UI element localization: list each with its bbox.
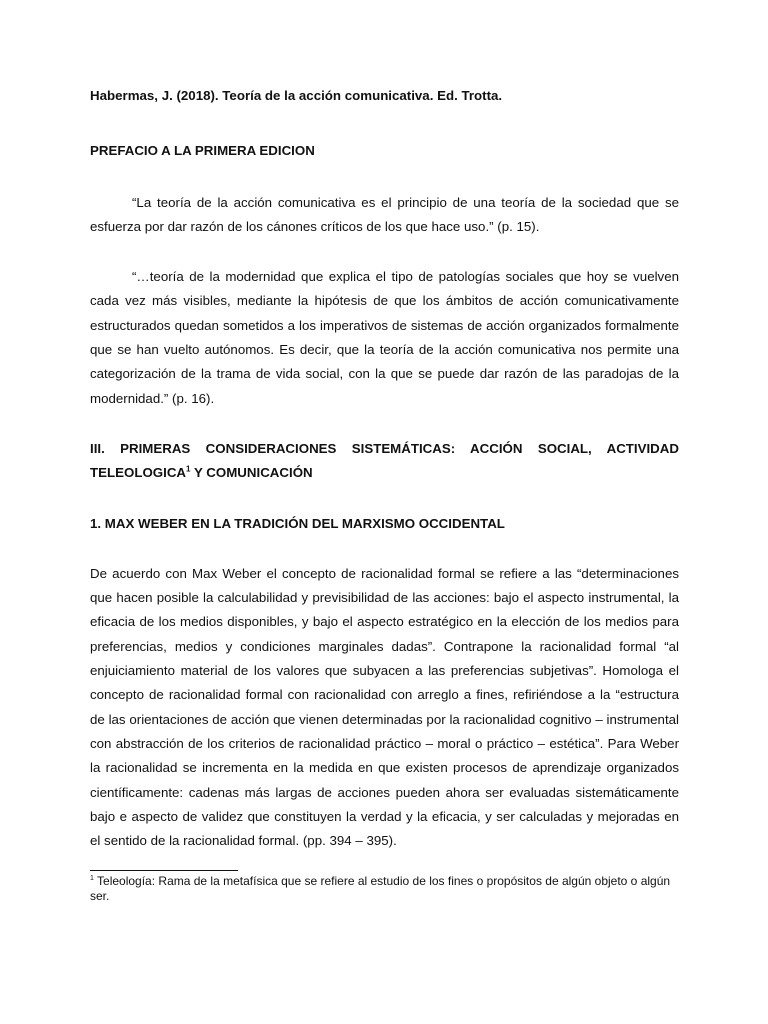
bibliographic-citation: Habermas, J. (2018). Teoría de la acción comunicativa. Ed. Trotta. <box>90 88 503 103</box>
footnote-separator <box>90 870 238 871</box>
footnote-reference[interactable]: 1 <box>186 464 191 474</box>
footnote-text: Teleología: Rama de la metafísica que se refiere al estudio de los fines o propósitos de algún objeto o algún ser. <box>90 874 671 903</box>
quote-paragraph-1: “La teoría de la acción comunicativa es el principio de una teoría de la sociedad que se esfuerza por dar razón de los cánones críticos de los que hace uso.” (p. 15). <box>90 194 679 234</box>
section-1-heading: 1. MAX WEBER EN LA TRADICIÓN DEL MARXISMO OCCIDENTAL <box>90 515 505 531</box>
document-page <box>90 84 679 853</box>
section-iii-heading-part-b: Y COMUNICACIÓN <box>190 465 313 481</box>
footnote <box>90 874 679 904</box>
body-paragraph: De acuerdo con Max Weber el concepto de racionalidad formal se refiere a las “determinaciones que hacen posible la calculabilidad y previsibilidad de las acciones: bajo el aspecto instrumental, la eficacia de los medios disponibles, y bajo el aspecto estratégico en la elección de los medios para preferencias, medios y condiciones marginales dadas”. Contrapone la racionalidad formal “al enjuiciamiento material de los valores que subyacen a las preferencias subjetivas”. Homologa el concepto de racionalidad formal con racionalidad con arreglo a fines, refiriéndose a la “estructura de las orientaciones de acción que vienen determinadas por la racionalidad cognitivo – instrumental con abstracción de los criterios de racionalidad práctico – moral o práctico – estética”. Para Weber la racionalidad se incrementa en la medida en que existen procesos de aprendizaje organizados científicamente: cadenas más largas de acciones pueden ahora ser evaluadas sistemáticamente bajo e aspecto de validez que constituyen la verdad y la eficacia, y ser calculadas y mejoradas en el sentido de la racionalidad formal. (pp. 394 – 395). <box>90 565 679 849</box>
section-iii-heading <box>90 437 679 486</box>
preface-heading: PREFACIO A LA PRIMERA EDICION <box>90 143 315 159</box>
quote-paragraph-2: “…teoría de la modernidad que explica el tipo de patologías sociales que hoy se vuelven cada vez más visibles, mediante la hipótesis de que los ámbitos de acción comunicativamente estructurados quedan sometidos a los imperativos de sistemas de acción organizados formalmente que se han vuelto autónomos. Es decir, que la teoría de la acción comunicativa nos permite una categorización de la trama de vida social, con la que se puede dar razón de las paradojas de la modernidad.” (p. 16). <box>90 269 679 406</box>
section-iii-heading-part-a: III. PRIMERAS CONSIDERACIONES SISTEMÁTICAS: ACCIÓN SOCIAL, ACTIVIDAD TELEOLOGICA <box>90 440 679 481</box>
footnote-number: 1 <box>90 875 94 882</box>
